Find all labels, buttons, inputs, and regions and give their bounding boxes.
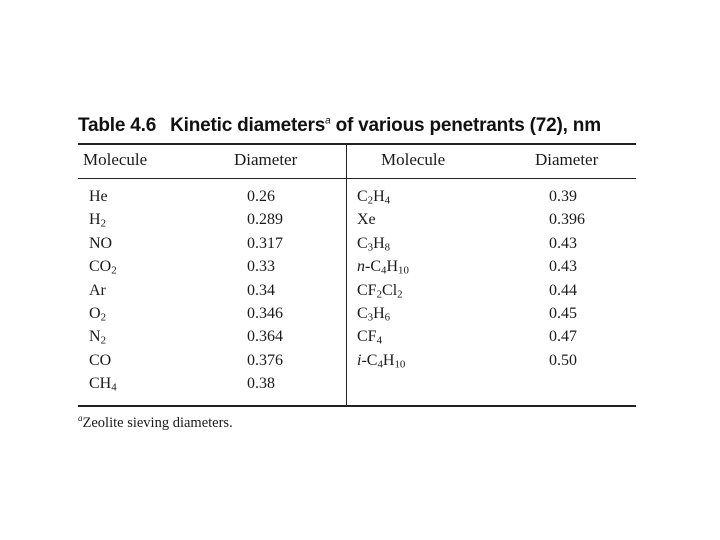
diameter-cell: 0.376 — [247, 351, 283, 369]
diameter-cell: 0.346 — [247, 305, 283, 322]
molecule-cell: $C_2H_4$ — [357, 188, 391, 207]
header-diameter-right: Diameter — [535, 150, 599, 169]
molecule-cell: CO — [89, 351, 112, 369]
molecule-cell: Ar — [89, 281, 106, 299]
diameter-cell: 0.289 — [247, 211, 283, 229]
molecule-cell: $CH_4$ — [89, 375, 117, 394]
diameter-cell: 0.317 — [247, 234, 283, 252]
footnote-marker: a — [78, 413, 83, 423]
diameter-cell: 0.50 — [549, 351, 577, 369]
footnote-text: Zeolite sieving diameters. — [82, 414, 233, 431]
diameter-cell: 0.364 — [247, 328, 283, 346]
diameter-cell: 0.33 — [247, 258, 275, 276]
table-caption: Kinetic diameters — [170, 115, 326, 136]
molecule-cell: $H_2$ — [89, 211, 106, 231]
bottom-rule — [78, 405, 636, 407]
diameter-cell: 0.43 — [549, 258, 577, 276]
diameter-cell: 0.396 — [549, 211, 585, 229]
molecule-cell: He — [89, 188, 108, 205]
diameter-cell: 0.38 — [247, 375, 275, 393]
diameter-cell: 0.47 — [549, 328, 577, 346]
diameter-cell: 0.43 — [549, 234, 577, 252]
molecule-cell: $CO_2$ — [89, 258, 117, 277]
molecule-cell: $O_2$ — [89, 305, 106, 324]
table-number: Table 4.6 — [78, 115, 157, 136]
header-diameter-left: Diameter — [234, 150, 298, 169]
molecule-cell: $C_3H_8$ — [357, 234, 391, 254]
diameter-cell: 0.26 — [247, 188, 275, 205]
diameter-cell: 0.44 — [549, 281, 577, 299]
top-rule — [78, 143, 636, 145]
molecule-cell: $CF_2Cl_2$ — [357, 281, 403, 301]
molecule-cell: Xe — [357, 211, 376, 229]
footnote — [78, 413, 233, 432]
header-molecule-left: Molecule — [83, 150, 148, 169]
molecule-cell: $n-C_4H_{10}$ — [357, 258, 409, 277]
molecule-cell: NO — [89, 234, 113, 252]
title-footnote-marker: a — [325, 115, 331, 127]
column-divider — [346, 144, 347, 406]
diameter-cell: 0.45 — [549, 305, 577, 322]
diameter-cell: 0.34 — [247, 281, 275, 299]
table-caption-rest: of various penetrants (72), nm — [330, 115, 601, 136]
header-rule — [78, 178, 636, 179]
molecule-cell: $i-C_4H_{10}$ — [357, 351, 406, 371]
diameter-cell: 0.39 — [549, 188, 577, 205]
molecule-cell: $N_2$ — [89, 328, 106, 348]
header-molecule-right: Molecule — [381, 150, 446, 169]
table-title — [78, 115, 601, 137]
molecule-cell: $CF_4$ — [357, 328, 383, 348]
molecule-cell: $C_3H_6$ — [357, 305, 391, 324]
